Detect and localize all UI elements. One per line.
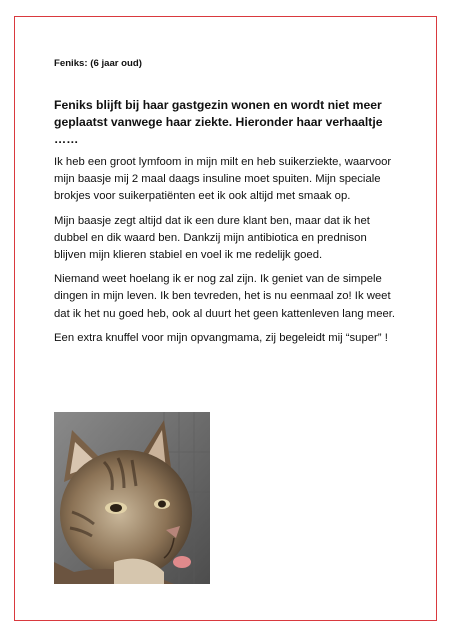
document-body — [54, 58, 399, 347]
cat-photo — [54, 412, 210, 584]
paragraph-3: Niemand weet hoelang ik er nog zal zijn. Ik geniet van de simpele dingen in mijn leven. Ik ben tevreden, het is nu eenmaal zo! Ik weet dat ik het nu goed heb, ook al duurt het geen kattenleven lang meer. — [54, 273, 396, 320]
document-title: Feniks: (6 jaar oud) — [54, 58, 142, 69]
paragraph-1: Ik heb een groot lymfoom in mijn milt en heb suikerziekte, waarvoor mijn baasje mij 2 maal daags insuline moet spuiten. Mijn speciale brokjes voor suikerpatiënten eet ik ook altijd met smaak op. — [54, 156, 392, 203]
paragraph-4: Een extra knuffel voor mijn opvangmama, zij begeleidt mij “super” ! — [54, 331, 388, 344]
headline: Feniks blijft bij haar gastgezin wonen en wordt niet meer geplaatst vanwege haar ziekte. Hieronder haar verhaaltje …… — [54, 98, 383, 146]
paragraph-2: Mijn baasje zegt altijd dat ik een dure klant ben, maar dat ik het dubbel en dik waard ben. Dankzij mijn antibiotica en prednison blijven mijn klieren stabiel en voel ik me redelijk goed. — [54, 214, 370, 262]
cat-photo-illustration — [54, 412, 210, 584]
